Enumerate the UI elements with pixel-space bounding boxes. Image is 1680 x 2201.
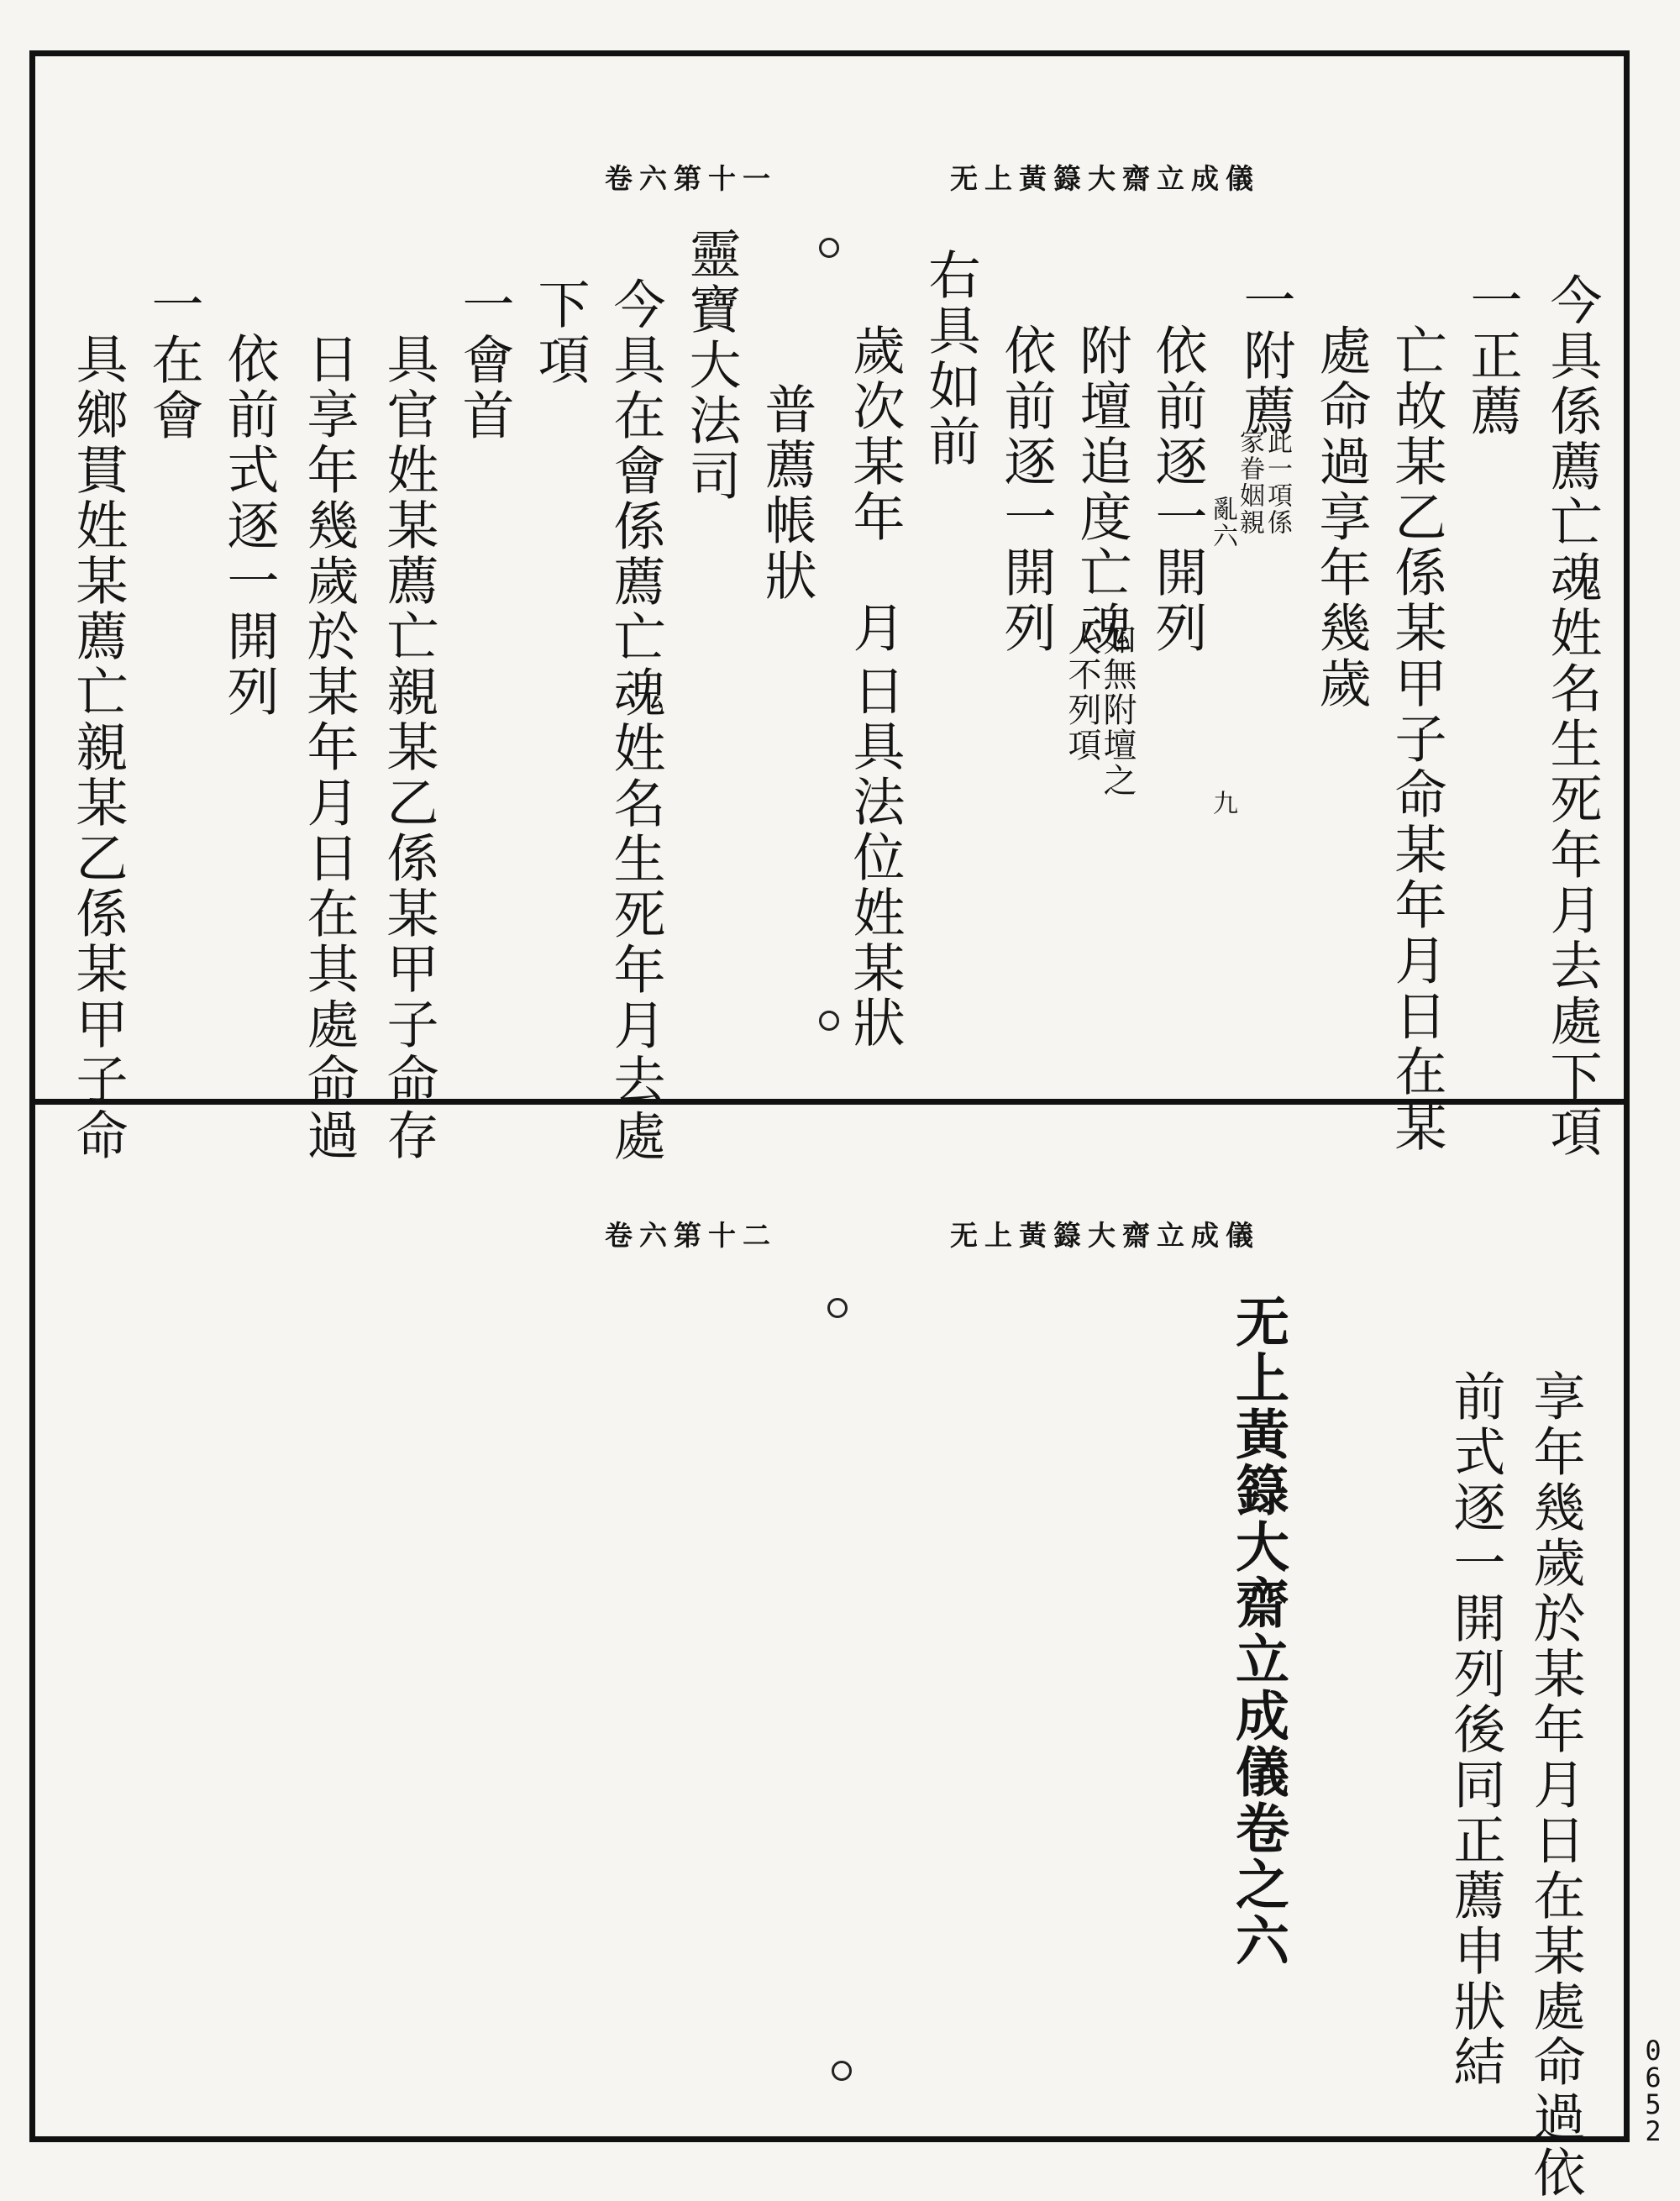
- page-number-digit: 2: [1645, 2115, 1662, 2147]
- upper-note: 人不列項: [1063, 622, 1101, 763]
- upper-column: 歲次某年 月: [844, 323, 906, 656]
- upper-column: 狀: [844, 995, 906, 1051]
- upper-column: 依前逐一開列: [995, 323, 1057, 656]
- upper-note: 此一項係: [1263, 428, 1292, 536]
- upper-note: 家眷姻親: [1235, 428, 1264, 536]
- binding-hole-mark: [832, 2061, 852, 2081]
- upper-column: 普薦帳狀: [756, 382, 817, 604]
- upper-column: 靈寶大法司: [680, 227, 742, 504]
- upper-note: 亂六: [1208, 496, 1237, 549]
- upper-column: 一在會: [143, 277, 204, 444]
- upper-column: 一正薦: [1462, 273, 1523, 439]
- upper-column: 一附薦: [1235, 273, 1296, 439]
- upper-column: 右具如前: [920, 248, 981, 470]
- upper-column: 具鄉貫姓某薦亡親某乙係某甲子命: [67, 332, 129, 1164]
- upper-column: 日具法位姓某: [844, 664, 906, 996]
- page-number-digit: 5: [1645, 2088, 1662, 2120]
- lower-column: 享年幾歲於某年月日在某處命過依: [1525, 1369, 1586, 2201]
- upper-column: 處命過享年幾歲: [1310, 323, 1372, 712]
- upper-column: 下項: [529, 277, 591, 388]
- binding-hole-mark: [819, 1011, 839, 1031]
- upper-column: 一會首: [454, 277, 515, 444]
- lower-header-volume: 卷六第十二: [605, 1218, 777, 1252]
- upper-note: 九: [1208, 790, 1237, 817]
- binding-hole-mark: [827, 1298, 848, 1318]
- page-number-digit: 0: [1645, 2035, 1662, 2067]
- upper-column: 具官姓某薦亡親某乙係某甲子命存: [378, 332, 439, 1164]
- page-number-digit: 6: [1645, 2062, 1662, 2093]
- upper-column: 附壇追度亡魂: [1071, 323, 1132, 656]
- upper-header-title: 无上黃籙大齋立成儀: [950, 161, 1260, 195]
- upper-column: 依前式逐一開列: [218, 332, 280, 720]
- lower-column: 前式逐一開列後同正薦申狀結: [1445, 1369, 1506, 2090]
- upper-header-volume: 卷六第十一: [605, 161, 777, 195]
- upper-column: 亡故某乙係某甲子命某年月日在某: [1386, 323, 1447, 1155]
- upper-note: 如無附壇之: [1098, 622, 1137, 798]
- upper-column: 依前逐一開列: [1147, 323, 1208, 656]
- upper-column: 今具係薦亡魂姓名生死年月去處下項: [1541, 273, 1603, 1160]
- binding-hole-mark: [819, 238, 839, 258]
- page-number: [1636, 2037, 1670, 2145]
- lower-header-title: 无上黃籙大齋立成儀: [950, 1218, 1260, 1252]
- lower-running-header: [605, 1216, 1260, 1250]
- upper-column: 日享年幾歲於某年月日在其處命過: [298, 332, 360, 1164]
- upper-running-header: [605, 160, 1260, 193]
- volume-end-title: 无上黃籙大齋立成儀卷之六: [1226, 1294, 1289, 1969]
- upper-column: 今具在會係薦亡魂姓名生死年月去處: [605, 277, 666, 1164]
